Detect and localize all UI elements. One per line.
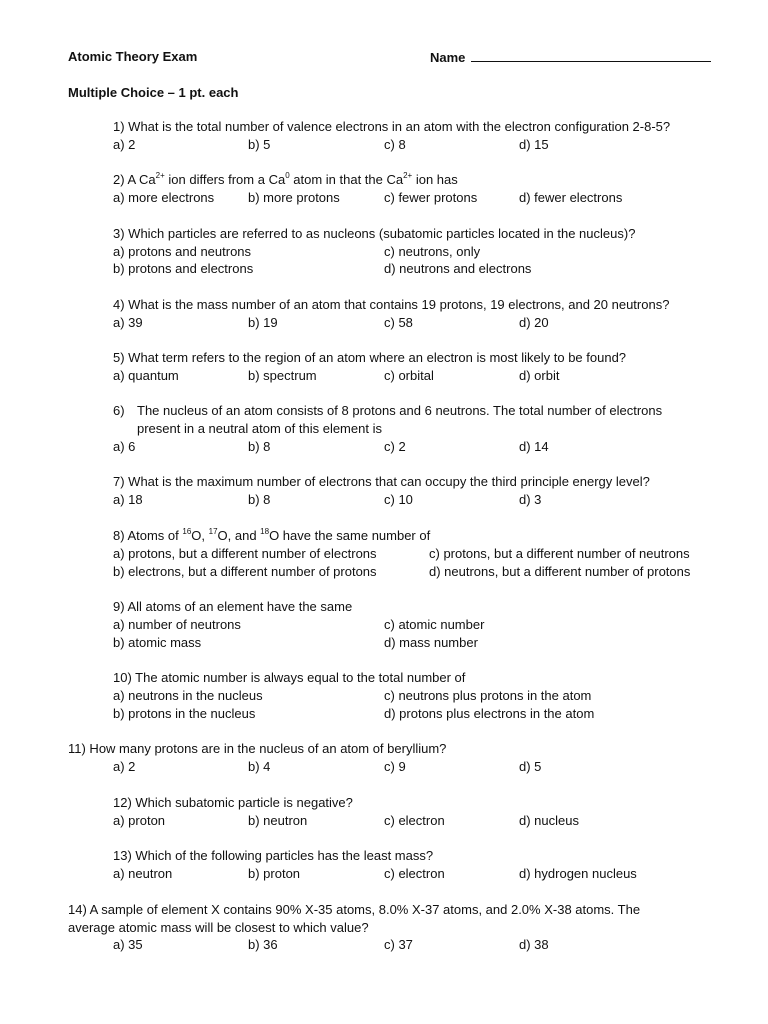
question-4-stem: 4) What is the mass number of an atom that contains 19 protons, 19 electrons, and 20 neutrons? <box>113 297 670 312</box>
question-7-option-d: d) 3 <box>519 492 542 507</box>
question-13-option-c: c) electron <box>384 866 445 881</box>
question-4-option-c: c) 58 <box>384 315 413 330</box>
question-3-option-c: c) neutrons, only <box>384 244 481 259</box>
question-7-option-c: c) 10 <box>384 492 413 507</box>
question-11-stem: 11) How many protons are in the nucleus of an atom of beryllium? <box>68 741 447 756</box>
question-14-stem: 14) A sample of element X contains 90% X-35 atoms, 8.0% X-37 atoms, and 2.0% X-38 atoms. The average atomic mass will be closest to which value? <box>68 902 641 935</box>
question-9-option-d: d) mass number <box>384 635 478 650</box>
question-5-option-d: d) orbit <box>519 368 560 383</box>
question-6-stem: The nucleus of an atom consists of 8 protons and 6 neutrons. The total number of electrons present in a neutral atom of this element is <box>137 403 663 436</box>
question-11-option-d: d) 5 <box>519 759 542 774</box>
question-2-option-b: b) more protons <box>248 190 340 205</box>
question-4-option-b: b) 19 <box>248 315 278 330</box>
question-5-option-c: c) orbital <box>384 368 434 383</box>
question-9-option-c: c) atomic number <box>384 617 485 632</box>
question-8-option-b: b) electrons, but a different number of protons <box>113 564 377 579</box>
question-13-option-d: d) hydrogen nucleus <box>519 866 637 881</box>
question-10-option-c: c) neutrons plus protons in the atom <box>384 688 592 703</box>
question-1-option-c: c) 8 <box>384 137 406 152</box>
name-blank-line <box>471 49 711 62</box>
section-heading: Multiple Choice – 1 pt. each <box>68 85 239 100</box>
exam-title: Atomic Theory Exam <box>68 49 198 64</box>
question-3-option-d: d) neutrons and electrons <box>384 261 532 276</box>
question-12-option-d: d) nucleus <box>519 813 579 828</box>
question-14-option-c: c) 37 <box>384 937 413 952</box>
question-6-number: 6) <box>113 403 125 418</box>
question-12-option-b: b) neutron <box>248 813 308 828</box>
question-1-option-d: d) 15 <box>519 137 549 152</box>
question-9-stem: 9) All atoms of an element have the same <box>113 599 353 614</box>
question-8-option-d: d) neutrons, but a different number of protons <box>429 564 691 579</box>
question-10-option-b: b) protons in the nucleus <box>113 706 256 721</box>
question-13-option-b: b) proton <box>248 866 301 881</box>
question-7-option-a: a) 18 <box>113 492 143 507</box>
question-6-option-d: d) 14 <box>519 439 549 454</box>
question-3-stem: 3) Which particles are referred to as nucleons (subatomic particles located in the nucleus)? <box>113 226 636 241</box>
question-8-stem: 8) Atoms of $^{16}$O, $^{17}$O, and $^{18}$O have the same number of <box>113 527 431 543</box>
question-8-option-c: c) protons, but a different number of neutrons <box>429 546 690 561</box>
name-field <box>430 49 711 66</box>
question-10-stem: 10) The atomic number is always equal to the total number of <box>113 670 466 685</box>
question-6-option-b: b) 8 <box>248 439 271 454</box>
question-5-option-b: b) spectrum <box>248 368 317 383</box>
question-12-option-a: a) proton <box>113 813 166 828</box>
question-14-option-d: d) 38 <box>519 937 549 952</box>
question-3-option-a: a) protons and neutrons <box>113 244 252 259</box>
question-1-option-b: b) 5 <box>248 137 271 152</box>
question-7-option-b: b) 8 <box>248 492 271 507</box>
question-2-option-c: c) fewer protons <box>384 190 478 205</box>
question-14-option-a: a) 35 <box>113 937 143 952</box>
question-2-stem: 2) A $Ca^{2+}$ ion differs from a Ca$^0$ atom in that the $Ca^{2+}$ ion has <box>113 171 458 187</box>
question-12-stem: 12) Which subatomic particle is negative? <box>113 795 353 810</box>
question-2-option-a: a) more electrons <box>113 190 215 205</box>
question-7-stem: 7) What is the maximum number of electrons that can occupy the third principle energy level? <box>113 474 650 489</box>
question-8-option-a: a) protons, but a different number of electrons <box>113 546 377 561</box>
question-6-option-a: a) 6 <box>113 439 136 454</box>
question-4-option-a: a) 39 <box>113 315 143 330</box>
question-13-option-a: a) neutron <box>113 866 173 881</box>
question-5-option-a: a) quantum <box>113 368 179 383</box>
name-label: Name <box>430 50 466 65</box>
question-6-option-c: c) 2 <box>384 439 406 454</box>
question-3-option-b: b) protons and electrons <box>113 261 254 276</box>
question-9-option-a: a) number of neutrons <box>113 617 241 632</box>
question-1-option-a: a) 2 <box>113 137 136 152</box>
question-13-stem: 13) Which of the following particles has the least mass? <box>113 848 434 863</box>
question-9-option-b: b) atomic mass <box>113 635 202 650</box>
question-4-option-d: d) 20 <box>519 315 549 330</box>
question-1-stem: 1) What is the total number of valence electrons in an atom with the electron configuration 2-8-5? <box>113 119 671 134</box>
question-5-stem: 5) What term refers to the region of an atom where an electron is most likely to be found? <box>113 350 627 365</box>
question-11-option-b: b) 4 <box>248 759 271 774</box>
question-12-option-c: c) electron <box>384 813 445 828</box>
question-2-option-d: d) fewer electrons <box>519 190 623 205</box>
question-14-option-b: b) 36 <box>248 937 278 952</box>
question-11-option-c: c) 9 <box>384 759 406 774</box>
question-11-option-a: a) 2 <box>113 759 136 774</box>
question-10-option-a: a) neutrons in the nucleus <box>113 688 263 703</box>
question-10-option-d: d) protons plus electrons in the atom <box>384 706 595 721</box>
